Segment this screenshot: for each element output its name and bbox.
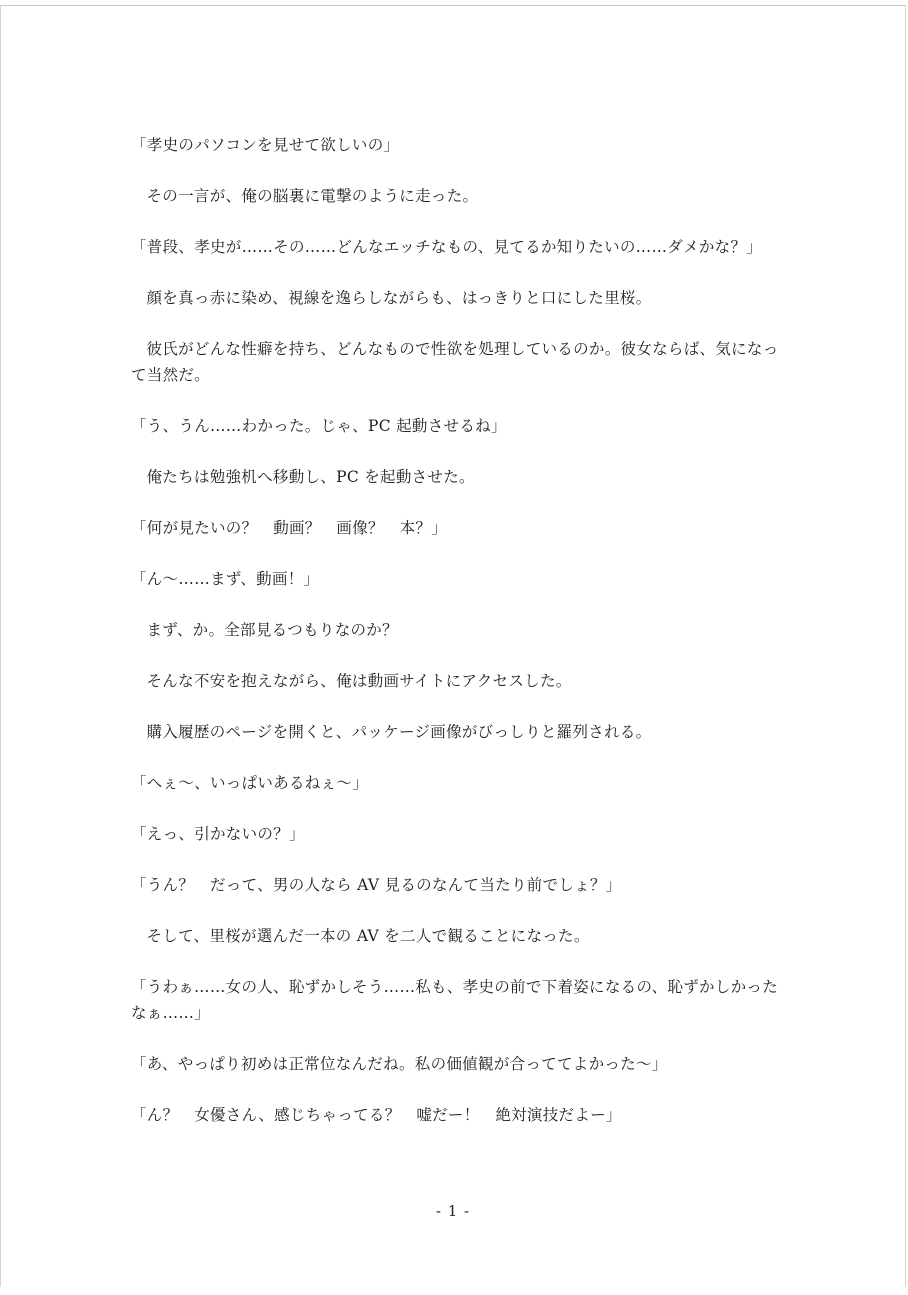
- paragraph: 「ん～……まず、動画！」: [131, 570, 320, 588]
- paragraph: そして、里桜が選んだ一本の AV を二人で観ることになった。: [146, 927, 590, 945]
- paragraph: 「えっ、引かないの？」: [131, 825, 305, 843]
- paragraph: 「う、うん……わかった。じゃ、PC 起動させるね」: [131, 417, 507, 435]
- paragraph: 「うわぁ……女の人、恥ずかしそう……私も、孝史の前で下着姿になるの、恥ずかしかったなぁ……」: [131, 978, 779, 1022]
- paragraph: 俺たちは勉強机へ移動し、PC を起動させた。: [146, 468, 475, 486]
- document-page: [0, 5, 906, 1287]
- paragraph: 購入履歴のページを開くと、パッケージ画像がびっしりと羅列される。: [146, 723, 652, 741]
- paragraph: まず、か。全部見るつもりなのか？: [146, 621, 398, 639]
- paragraph: 彼氏がどんな性癖を持ち、どんなもので性欲を処理しているのか。彼女ならば、気になって当然だ。: [131, 340, 779, 384]
- paragraph: そんな不安を抱えながら、俺は動画サイトにアクセスした。: [146, 672, 572, 690]
- paragraph: 「へぇ～、いっぱいあるねぇ～」: [131, 774, 369, 792]
- paragraph: 顔を真っ赤に染め、視線を逸らしながらも、はっきりと口にした里桜。: [146, 289, 652, 307]
- paragraph: 「うん？ だって、男の人なら AV 見るのなんて当たり前でしょ？」: [131, 876, 622, 894]
- page-number: - 1 -: [435, 1202, 471, 1220]
- paragraph: 「あ、やっぱり初めは正常位なんだね。私の価値観が合っててよかった～」: [131, 1055, 668, 1073]
- body-text: [131, 132, 786, 1153]
- paragraph: 「何が見たいの？ 動画？ 画像？ 本？」: [131, 519, 448, 537]
- paragraph: その一言が、俺の脳裏に電撃のように走った。: [146, 187, 479, 205]
- paragraph: 「孝史のパソコンを見せて欲しいの」: [131, 136, 400, 154]
- paragraph: 「普段、孝史が……その……どんなエッチなもの、見てるか知りたいの……ダメかな？」: [131, 238, 763, 256]
- paragraph: 「ん？ 女優さん、感じちゃってる？ 嘘だー！ 絶対演技だよー」: [131, 1106, 622, 1124]
